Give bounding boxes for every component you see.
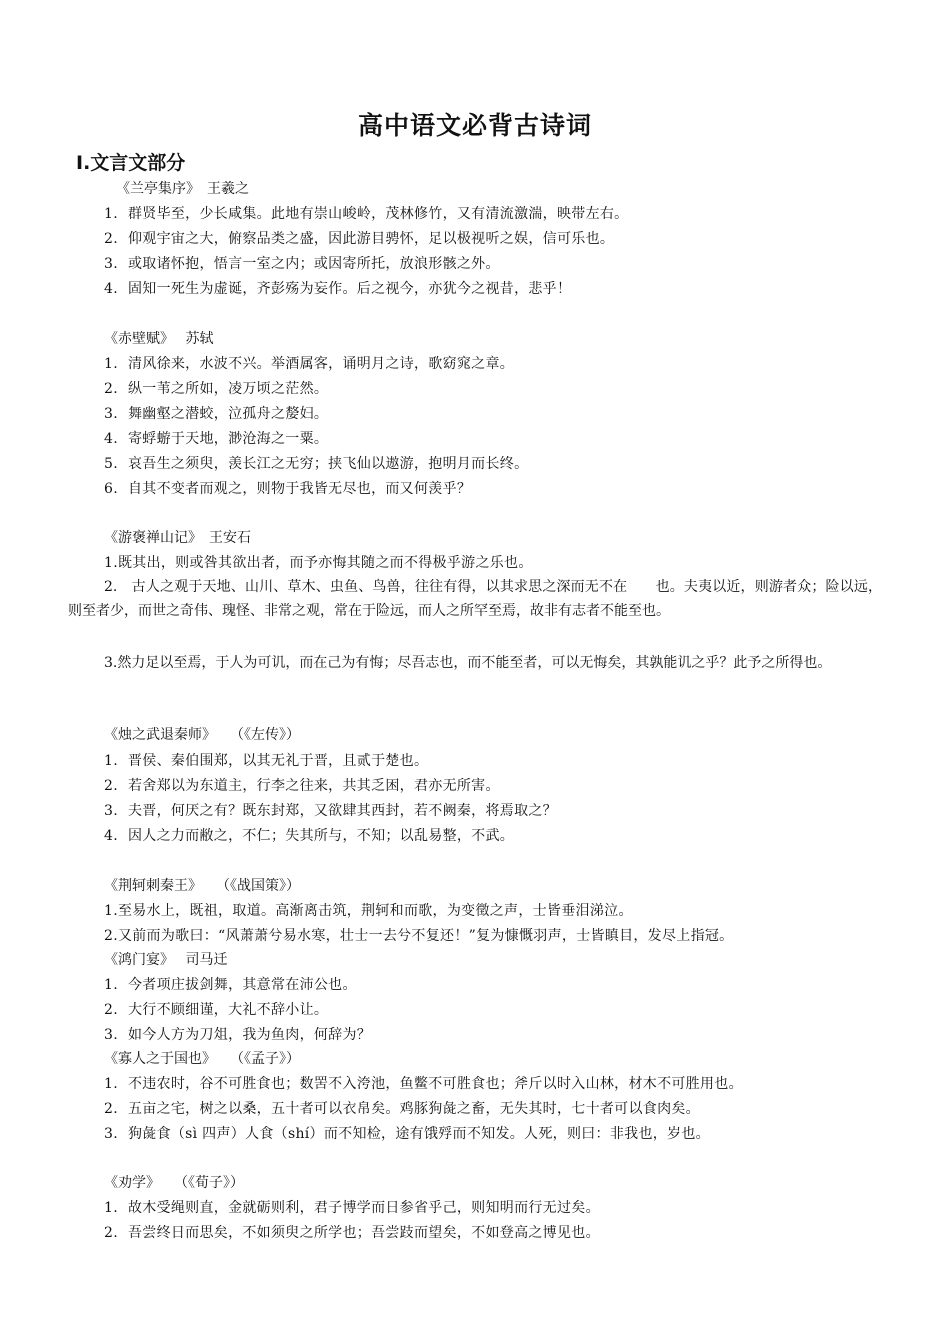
list-item: 1. 清风徐来，水波不兴。举酒属客，诵明月之诗，歌窈窕之章。 bbox=[104, 356, 515, 372]
poem-heading-baochan: 《游褒禅山记》 王安石 bbox=[104, 530, 251, 546]
list-item: 1.既其出，则或咎其欲出者，而予亦悔其随之而不得极乎游之乐也。 bbox=[104, 555, 533, 571]
list-item: 1. 不违农时，谷不可胜食也；数罟不入洿池，鱼鳖不可胜食也；斧斤以时入山林，材木不可胜用也。 bbox=[104, 1076, 743, 1092]
list-item: 4. 固知一死生为虚诞，齐彭殇为妄作。后之视今，亦犹今之视昔，悲乎！ bbox=[104, 281, 572, 297]
section-heading: Ⅰ.文言文部分 bbox=[76, 152, 186, 174]
page-title: 高中语文必背古诗词 bbox=[357, 111, 592, 140]
poem-heading-guaren: 《寡人之于国也》 （《孟子》） bbox=[104, 1051, 300, 1067]
list-item: 3. 夫晋，何厌之有？既东封郑，又欲肆其西封，若不阙秦，将焉取之？ bbox=[104, 803, 557, 819]
poem-heading-lanting: 《兰亭集序》 王羲之 bbox=[116, 181, 249, 197]
list-item: 5. 哀吾生之须臾，羡长江之无穷；挟飞仙以遨游，抱明月而长终。 bbox=[104, 456, 529, 472]
poem-heading-jingke: 《荆轲刺秦王》 （《战国策》） bbox=[104, 878, 300, 894]
poem-heading-zhuzhiwu: 《烛之武退秦师》 （《左传》） bbox=[104, 727, 300, 743]
list-item: 2. 若舍郑以为东道主，行李之往来，共其乏困，君亦无所害。 bbox=[104, 778, 500, 794]
list-item: 4. 寄蜉蝣于天地，渺沧海之一粟。 bbox=[104, 431, 329, 447]
list-item: 2. 大行不顾细谨，大礼不辞小让。 bbox=[104, 1002, 329, 1018]
poem-heading-chibi: 《赤壁赋》 苏轼 bbox=[104, 331, 214, 347]
list-item: 1. 群贤毕至，少长咸集。此地有崇山峻岭，茂林修竹，又有清流激湍，映带左右。 bbox=[104, 206, 629, 222]
list-item: 3. 狗彘食（sì 四声）人食（shí）而不知检，途有饿殍而不知发。人死，则曰：非我也，岁也。 bbox=[104, 1126, 710, 1142]
list-item: 4. 因人之力而敝之，不仁；失其所与，不知；以乱易整，不武。 bbox=[104, 828, 515, 844]
list-item: 6. 自其不变者而观之，则物于我皆无尽也，而又何羡乎？ bbox=[104, 481, 472, 497]
poem-heading-hongmen: 《鸿门宴》 司马迁 bbox=[104, 952, 228, 968]
paragraph: 2. 古人之观于天地、山川、草木、虫鱼、鸟兽，往往有得，以其求思之深而无不在 也。夫夷以近，则游者众；险以远，则至者少，而世之奇伟、瑰怪、非常之观，常在于险远，而人之所罕至焉，故非有志者不能至也。 bbox=[68, 579, 882, 619]
list-item: 3. 舞幽壑之潜蛟，泣孤舟之嫠妇。 bbox=[104, 406, 329, 422]
list-item: 2.又前而为歌曰：“风萧萧兮易水寒，壮士一去兮不复还！”复为慷慨羽声，士皆瞋目，发尽上指冠。 bbox=[104, 928, 734, 944]
list-item: 3. 或取诸怀抱，悟言一室之内；或因寄所托，放浪形骸之外。 bbox=[104, 256, 500, 272]
list-item: 2. 吾尝终日而思矣，不如须臾之所学也；吾尝跂而望矣，不如登高之博见也。 bbox=[104, 1225, 600, 1241]
list-item: 1.至易水上，既祖，取道。高渐离击筑，荆轲和而歌，为变徵之声，士皆垂泪涕泣。 bbox=[104, 903, 633, 919]
list-item: 1. 晋侯、秦伯围郑，以其无礼于晋，且贰于楚也。 bbox=[104, 753, 429, 769]
list-item: 2. 五亩之宅，树之以桑，五十者可以衣帛矣。鸡豚狗彘之畜，无失其时，七十者可以食肉矣。 bbox=[104, 1101, 700, 1117]
list-item: 3. 如今人方为刀俎，我为鱼肉，何辞为？ bbox=[104, 1027, 372, 1043]
list-item: 2. 仰观宇宙之大，俯察品类之盛，因此游目骋怀，足以极视听之娱，信可乐也。 bbox=[104, 231, 615, 247]
list-item: 1. 今者项庄拔剑舞，其意常在沛公也。 bbox=[104, 977, 357, 993]
paragraph: 3.然力足以至焉，于人为可讥，而在己为有悔；尽吾志也，而不能至者，可以无悔矣，其孰能讥之乎？此予之所得也。 bbox=[104, 655, 832, 671]
poem-heading-quanxue: 《劝学》 （《荀子》） bbox=[104, 1175, 244, 1191]
list-item: 1. 故木受绳则直，金就砺则利，君子博学而日参省乎己，则知明而行无过矣。 bbox=[104, 1200, 600, 1216]
list-item: 2. 纵一苇之所如，凌万顷之茫然。 bbox=[104, 381, 329, 397]
